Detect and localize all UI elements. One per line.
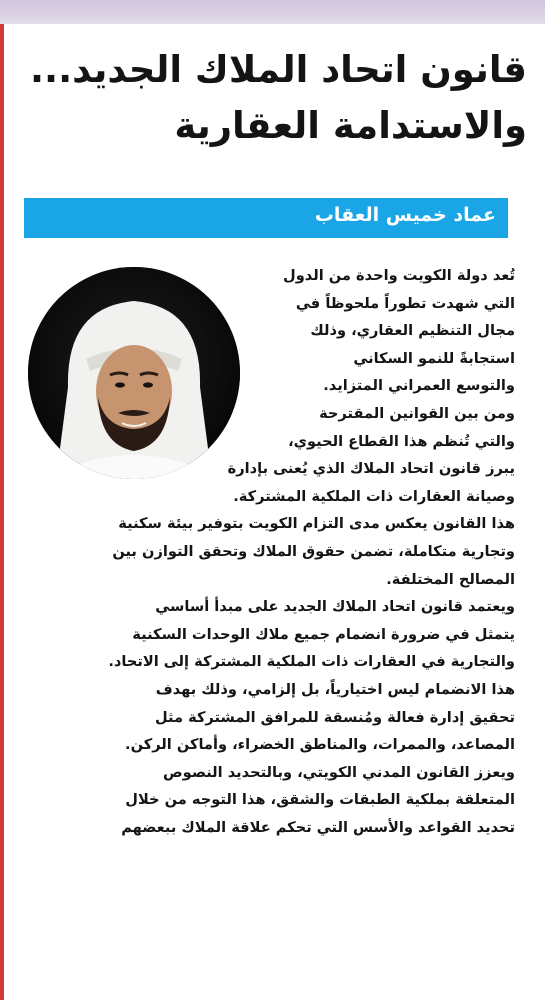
body-line: والتوسع العمراني المتزايد.: [323, 377, 515, 395]
headline-line-2: والاستدامة العقارية: [174, 104, 527, 147]
body-line: هذا القانون يعكس مدى التزام الكويت بتوفير بيئة سكنية: [118, 515, 515, 533]
article-body: [33, 262, 515, 841]
body-line: وتجارية متكاملة، تضمن حقوق الملاك وتحقق التوازن بين: [112, 542, 515, 560]
top-decorative-band: [0, 0, 545, 24]
body-line: تحديد القواعد والأسس التي تحكم علاقة الملاك ببعضهم: [121, 818, 515, 836]
body-line: يتمثل في ضرورة انضمام جميع ملاك الوحدات السكنية: [132, 625, 515, 643]
body-line: المصالح المختلفة.: [386, 570, 515, 588]
body-line: تحقيق إدارة فعالة ومُنسقة للمرافق المشتركة مثل: [155, 708, 515, 726]
body-line: والتجارية في العقارات ذات الملكية المشتركة إلى الاتحاد.: [108, 653, 515, 671]
body-line: يبرز قانون اتحاد الملاك الذي يُعنى بإدارة: [227, 460, 515, 478]
author-bar: [24, 198, 508, 238]
left-accent-border: [0, 24, 4, 1000]
body-line: ومن بين القوانين المقترحة: [319, 404, 515, 422]
body-line: تُعد دولة الكويت واحدة من الدول: [283, 267, 515, 284]
body-line: استجابةً للنمو السكاني: [353, 349, 515, 367]
headline: [27, 42, 527, 154]
body-line: التي شهدت تطوراً ملحوظاً في: [295, 294, 515, 312]
body-line: المتعلقة بملكية الطبقات والشقق، هذا التوجه من خلال: [125, 791, 515, 809]
body-line: المصاعد، والممرات، والمناطق الخضراء، وأماكن الركن.: [125, 736, 515, 754]
body-line: والتي تُنظم هذا القطاع الحيوي،: [288, 432, 515, 450]
article: [10, 30, 535, 1000]
body-line: ويعزز القانون المدني الكويتي، وبالتحديد النصوص: [163, 763, 515, 781]
body-line: ويعتمد قانون اتحاد الملاك الجديد على مبدأ أساسي: [155, 598, 515, 616]
body-line: هذا الانضمام ليس اختيارياً، بل إلزامي، وذلك بهدف: [155, 680, 515, 698]
headline-line-1: قانون اتحاد الملاك الجديد...: [30, 48, 527, 91]
body-line: وصيانة العقارات ذات الملكية المشتركة.: [233, 487, 515, 505]
body-line: مجال التنظيم العقاري، وذلك: [310, 322, 515, 340]
author-name: عماد خميس العقاب: [314, 204, 496, 226]
